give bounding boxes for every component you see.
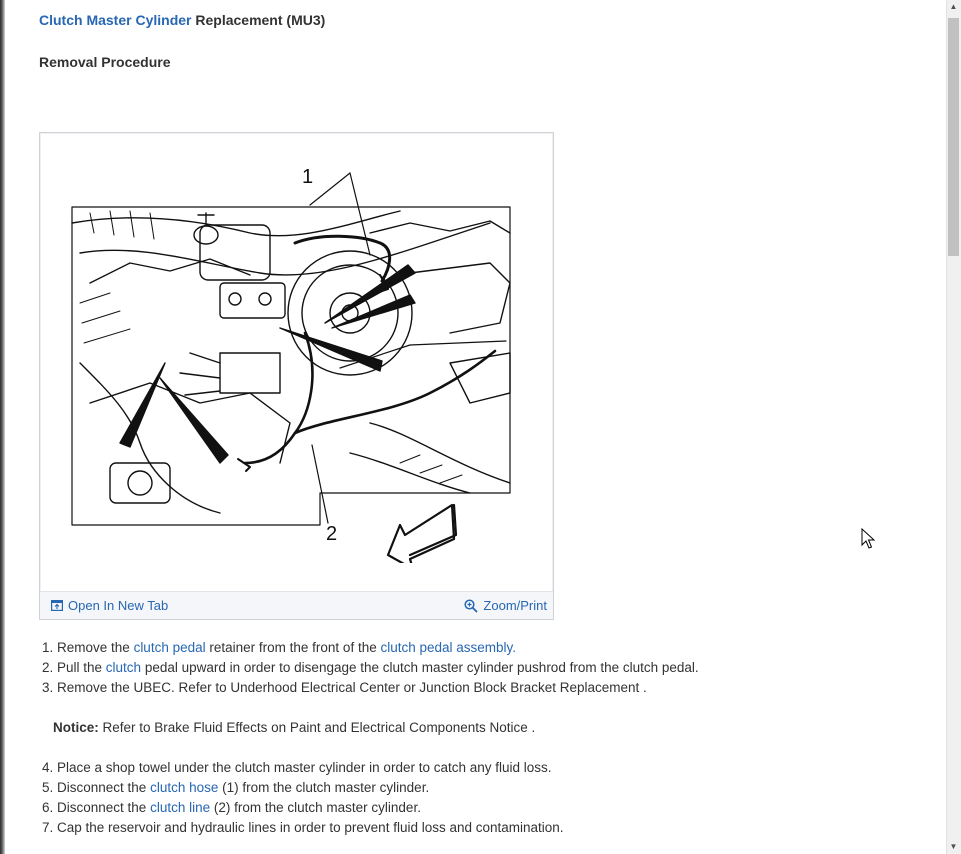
step-text: Disconnect the (57, 800, 151, 815)
section-heading: Removal Procedure (39, 54, 171, 70)
step-number: 2. (42, 660, 58, 675)
step-text: (2) from the clutch master cylinder. (210, 800, 421, 815)
steps-list-after (39, 758, 699, 838)
title-link[interactable]: Clutch Master Cylinder (39, 12, 192, 28)
step-number: 3. (42, 680, 58, 695)
scroll-up-arrow-icon[interactable]: ▲ (949, 2, 958, 11)
figure-toolbar (40, 591, 553, 619)
window-edge (0, 0, 5, 854)
step-item (39, 798, 699, 818)
step-item (39, 778, 699, 798)
step-text: Place a shop towel under the clutch master cylinder in order to catch any fluid loss. (57, 760, 552, 775)
step-number: 1. (42, 640, 58, 655)
step-number: 5. (42, 780, 58, 795)
vertical-scrollbar[interactable] (936, 0, 961, 854)
step-text: Remove the (57, 640, 134, 655)
step-item (39, 678, 699, 698)
step-text: retainer from the front of the (205, 640, 381, 655)
title-text: Replacement (MU3) (195, 12, 326, 28)
clutch-diagram-illustration (70, 163, 520, 563)
step-item (39, 658, 699, 678)
step-link[interactable]: clutch (105, 660, 142, 675)
step-number: 6. (42, 800, 58, 815)
step-link[interactable]: clutch hose (150, 780, 219, 795)
step-text: Pull the (57, 660, 106, 675)
step-number: 7. (42, 820, 58, 835)
step-text: Cap the reservoir and hydraulic lines in order to prevent fluid loss and contamination. (57, 820, 564, 835)
scroll-thumb[interactable] (948, 18, 959, 256)
step-text: pedal upward in order to disengage the clutch master cylinder pushrod from the clutch pedal. (141, 660, 699, 675)
procedure-steps (39, 638, 699, 838)
zoom-print-label: Zoom/Print (483, 598, 547, 613)
notice-text: Refer to Brake Fluid Effects on Paint and Electrical Components Notice . (102, 720, 536, 735)
figure-container (39, 132, 554, 620)
open-new-tab-label: Open In New Tab (68, 598, 169, 613)
zoom-icon (464, 599, 478, 613)
step-number: 4. (42, 760, 58, 775)
zoom-print-link[interactable] (464, 598, 547, 613)
mouse-cursor-icon (861, 528, 875, 550)
step-text: Disconnect the (57, 780, 151, 795)
open-new-tab-link[interactable] (51, 598, 168, 613)
callout-2: 2 (326, 523, 338, 545)
step-item (39, 818, 699, 838)
notice-box (53, 718, 699, 738)
page-title (39, 12, 325, 28)
step-link[interactable]: clutch line (150, 800, 211, 815)
steps-list-before (39, 638, 699, 698)
step-text: (1) from the clutch master cylinder. (218, 780, 430, 795)
step-text: Remove the UBEC. Refer to Underhood Electrical Center or Junction Block Bracket Replacement . (57, 680, 647, 695)
step-link[interactable]: clutch pedal assembly. (380, 640, 517, 655)
scroll-down-arrow-icon[interactable]: ▼ (949, 842, 958, 851)
notice-label: Notice: (53, 720, 99, 735)
callout-1: 1 (302, 166, 314, 188)
open-tab-icon (51, 600, 63, 611)
step-item (39, 638, 699, 658)
step-item (39, 758, 699, 778)
step-link[interactable]: clutch pedal (133, 640, 206, 655)
